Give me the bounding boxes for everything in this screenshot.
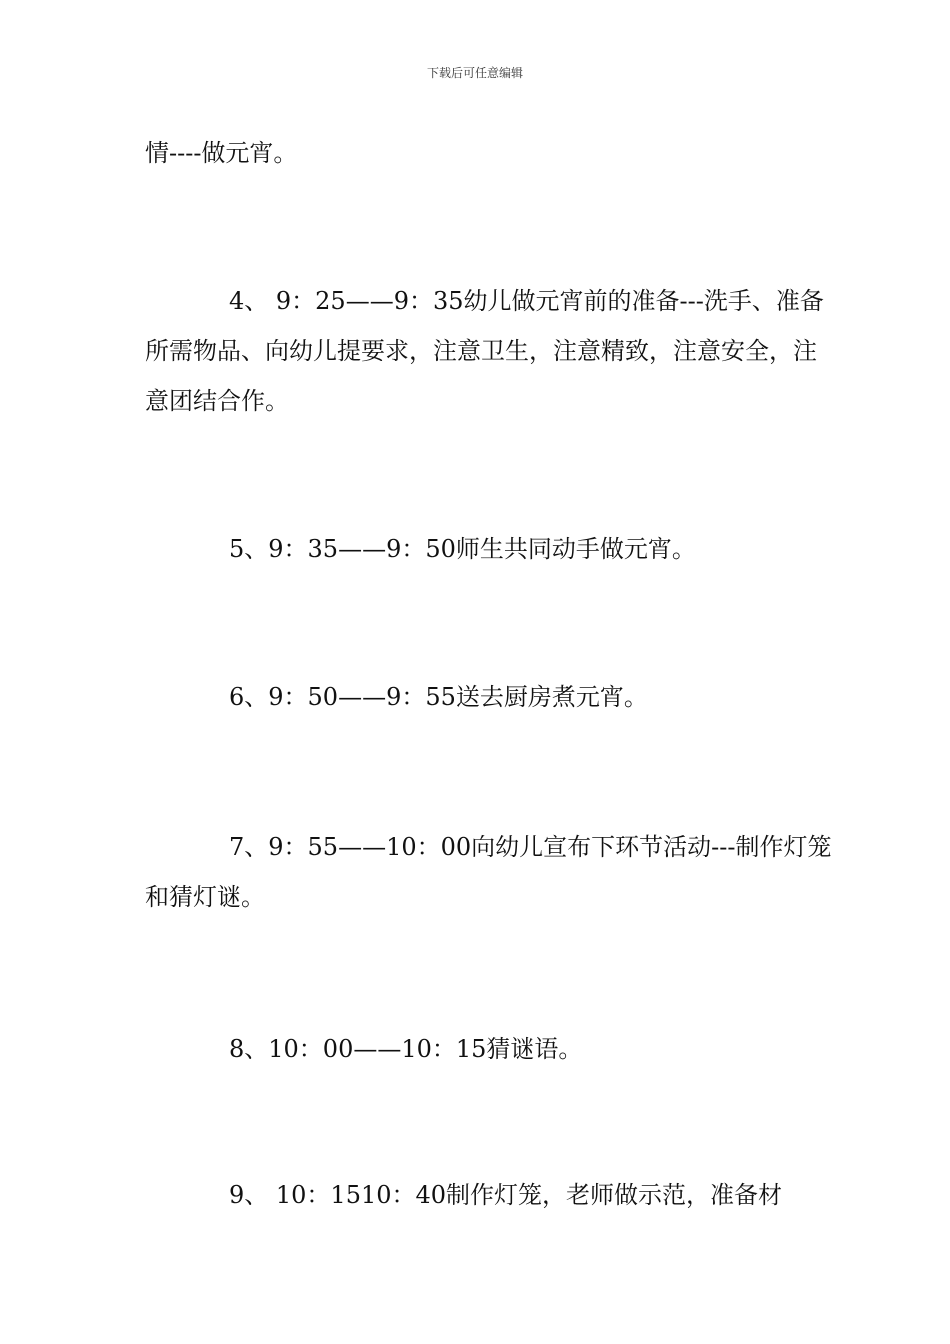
paragraph-step-4: 4、 9：25——9：35幼儿做元宵前的准备---洗手、准备所需物品、向幼儿提要求，注意卫生，注意精致，注意安全，注意团结合作。 xyxy=(145,287,824,415)
paragraph-step-6: 6、9：50——9：55送去厨房煮元宵。 xyxy=(229,683,648,711)
paragraph-continuation: 情----做元宵。 xyxy=(145,139,298,167)
paragraph-step-9: 9、 10：1510：40制作灯笼，老师做示范，准备材 xyxy=(229,1181,783,1209)
page-header: 下载后可任意编辑 xyxy=(426,66,523,80)
paragraph-step-5: 5、9：35——9：50师生共同动手做元宵。 xyxy=(229,535,696,563)
paragraph-step-7: 7、9：55——10：00向幼儿宣布下环节活动---制作灯笼和猜灯谜。 xyxy=(145,833,832,911)
paragraph-step-8: 8、10：00——10：15猜谜语。 xyxy=(229,1035,583,1063)
